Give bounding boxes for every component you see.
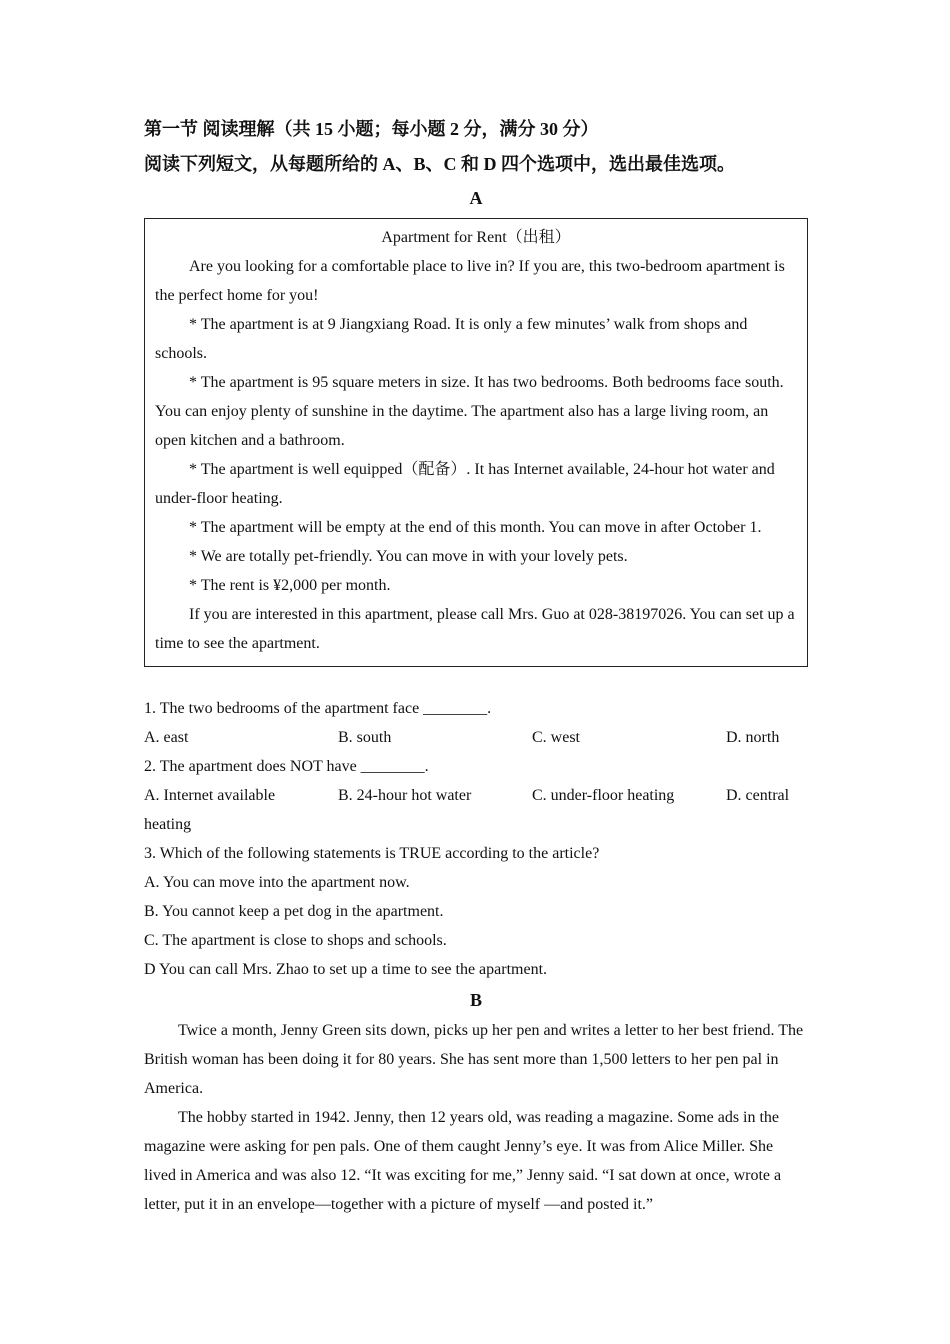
option: A. east <box>144 729 189 746</box>
passage-b-paragraph: The hobby started in 1942. Jenny, then 12 years old, was reading a magazine. Some ads in the magazine were asking for pen pals. One of them caught Jenny’s eye. It was from Alice Miller. She lived in America and was also 12. “It was exciting for me,” Jenny said. “I sat down at once, wrote a letter, put it in an envelope—together with a picture of myself —and posted it.” <box>144 1109 782 1213</box>
option: D You can call Mrs. Zhao to set up a time to see the apartment. <box>144 961 548 978</box>
ad-paragraph: * The apartment is well equipped（配备）. It has Internet available, 24-hour hot water and under-floor heating. <box>155 461 775 507</box>
option: B. You cannot keep a pet dog in the apartment. <box>144 903 444 920</box>
rent-ad-box <box>144 218 808 667</box>
passage-b-paragraph: Twice a month, Jenny Green sits down, picks up her pen and writes a letter to her best friend. The British woman has been doing it for 80 years. She has sent more than 1,500 letters to her pen pal in America. <box>144 1022 804 1097</box>
question-1: 1. The two bedrooms of the apartment face ________. <box>144 700 492 717</box>
option: C. under-floor heating <box>532 787 675 804</box>
question-2: 2. The apartment does NOT have ________. <box>144 758 429 775</box>
option: B. 24-hour hot water <box>338 787 472 804</box>
question-3: 3. Which of the following statements is TRUE according to the article? <box>144 845 600 862</box>
document-page <box>144 112 808 1219</box>
option: B. south <box>338 729 392 746</box>
question-2-options <box>144 781 808 839</box>
option: A. Internet available <box>144 787 276 804</box>
question-1-options <box>144 723 808 752</box>
ad-paragraph: * The apartment is at 9 Jiangxiang Road. It is only a few minutes’ walk from shops and schools. <box>155 316 748 362</box>
option: D. north <box>726 729 780 746</box>
option: D. central heating <box>144 787 790 833</box>
option: C. west <box>532 729 580 746</box>
option: A. You can move into the apartment now. <box>144 874 410 891</box>
passage-a-label: A <box>469 188 483 208</box>
section-title: 第一节 阅读理解（共 15 小题；每小题 2 分，满分 30 分） <box>144 119 599 139</box>
ad-paragraph: * The apartment is 95 square meters in size. It has two bedrooms. Both bedrooms face south. You can enjoy plenty of sunshine in the daytime. The apartment also has a large living room, an open kitchen and a bathroom. <box>155 374 784 449</box>
instruction: 阅读下列短文，从每题所给的 A、B、C 和 D 四个选项中，选出最佳选项。 <box>144 154 735 174</box>
ad-paragraph: * The rent is ¥2,000 per month. <box>189 577 391 594</box>
ad-paragraph: * We are totally pet-friendly. You can move in with your lovely pets. <box>189 548 628 565</box>
passage-b-label: B <box>469 990 482 1010</box>
ad-paragraph: * The apartment will be empty at the end of this month. You can move in after October 1. <box>189 519 762 536</box>
option: C. The apartment is close to shops and schools. <box>144 932 447 949</box>
ad-paragraph: Are you looking for a comfortable place to live in? If you are, this two-bedroom apartment is the perfect home for you! <box>155 258 785 304</box>
ad-paragraph: If you are interested in this apartment, please call Mrs. Guo at 028-38197026. You can set up a time to see the apartment. <box>155 606 795 652</box>
ad-title: Apartment for Rent（出租） <box>381 229 571 246</box>
